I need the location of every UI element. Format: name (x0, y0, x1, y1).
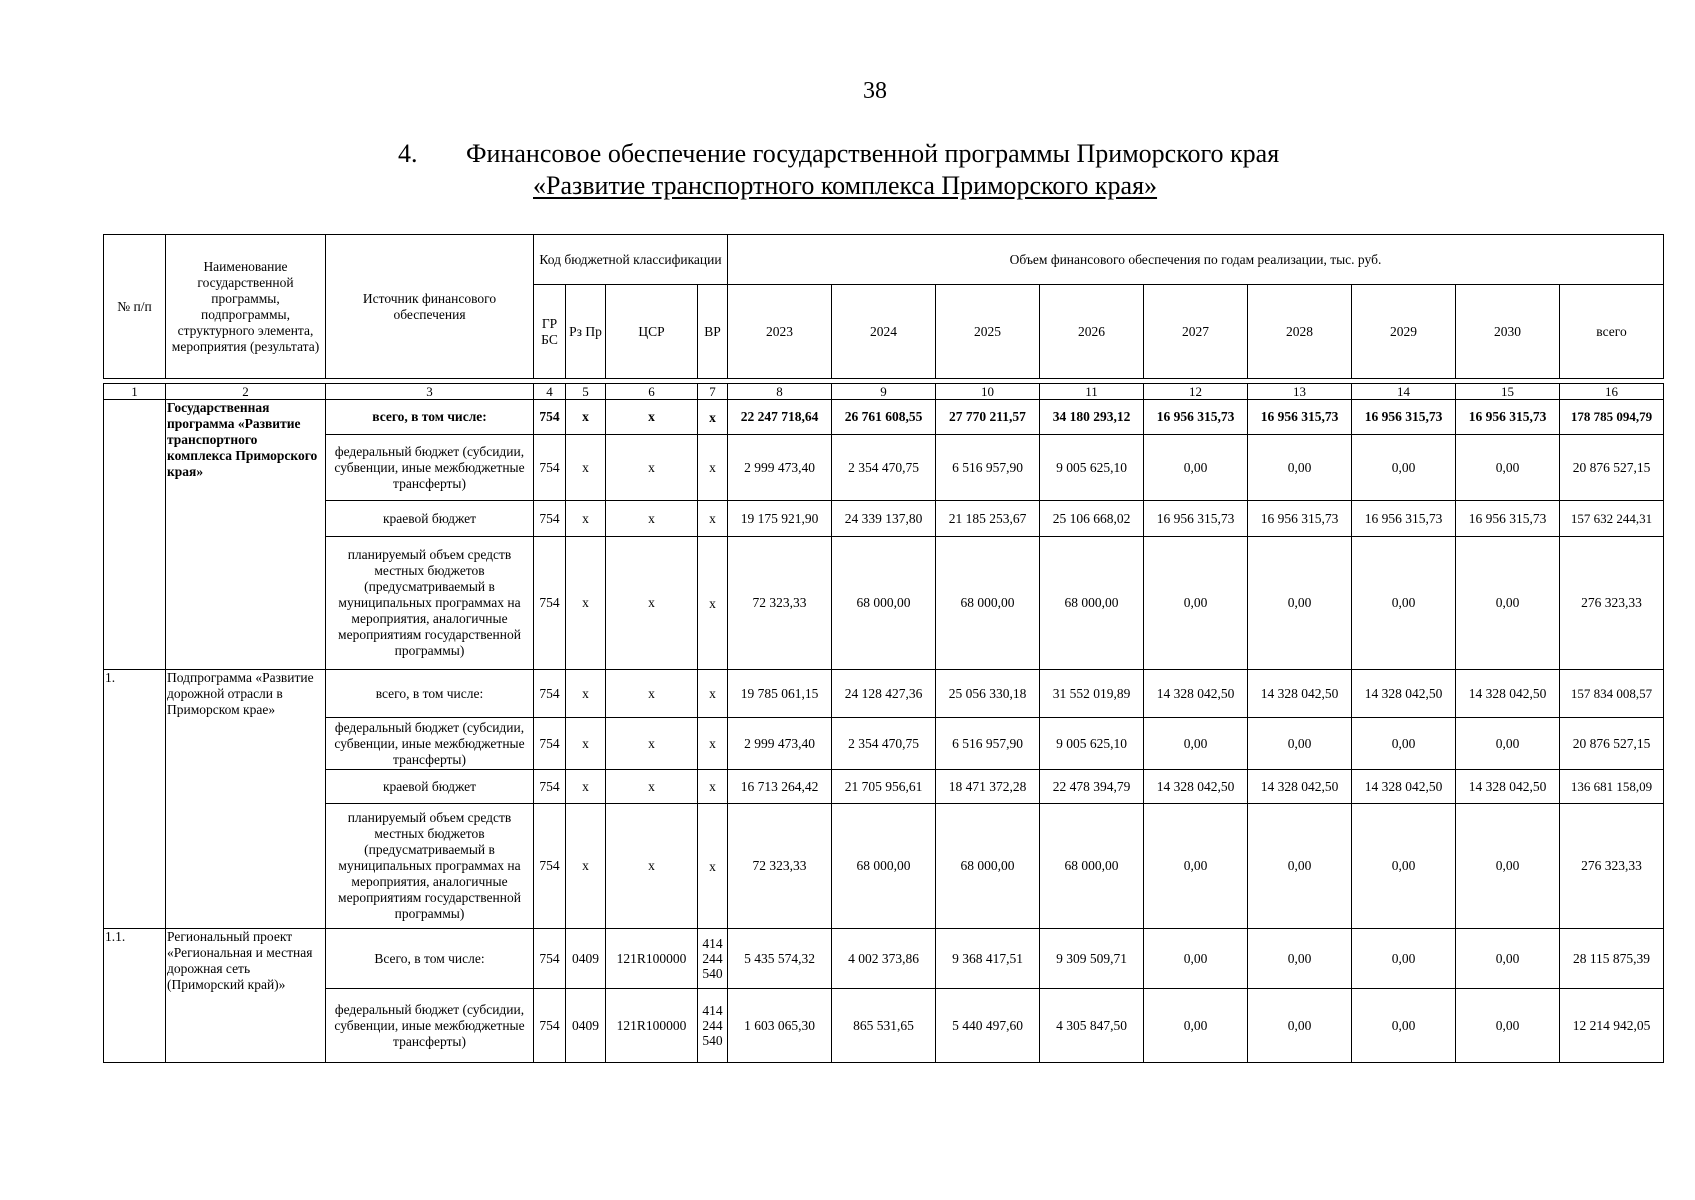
row-number (104, 400, 166, 670)
table-row (104, 501, 1664, 537)
code-csr: х (606, 804, 698, 929)
total-value: 136 681 158,09 (1560, 770, 1664, 804)
year-value: 4 002 373,86 (832, 929, 936, 989)
table-row (104, 400, 1664, 435)
total-value: 12 214 942,05 (1560, 989, 1664, 1063)
header-year: 2030 (1456, 285, 1560, 379)
section-number: 4. (398, 139, 418, 168)
funding-source: федеральный бюджет (субсидии, субвенции, иные межбюджетные трансферты) (326, 718, 534, 770)
column-number: 15 (1456, 384, 1560, 400)
funding-source: всего, в том числе: (326, 400, 534, 435)
year-value: 865 531,65 (832, 989, 936, 1063)
year-value: 27 770 211,57 (936, 400, 1040, 435)
year-value: 18 471 372,28 (936, 770, 1040, 804)
year-value: 72 323,33 (728, 537, 832, 670)
funding-source: планируемый объем средств местных бюджетов (предусматриваемый в муниципальных программах на мероприятия, аналогичные мероприятиям государственной программы) (326, 804, 534, 929)
year-value: 22 478 394,79 (1040, 770, 1144, 804)
year-value: 14 328 042,50 (1144, 770, 1248, 804)
year-value: 26 761 608,55 (832, 400, 936, 435)
code-rzpr: х (566, 537, 606, 670)
table-row (104, 989, 1664, 1063)
code-vr: х (698, 718, 728, 770)
year-value: 68 000,00 (936, 804, 1040, 929)
header-volume: Объем финансового обеспечения по годам реализации, тыс. руб. (728, 235, 1664, 285)
year-value: 0,00 (1144, 537, 1248, 670)
year-value: 2 354 470,75 (832, 435, 936, 501)
year-value: 0,00 (1248, 435, 1352, 501)
column-number: 14 (1352, 384, 1456, 400)
year-value: 68 000,00 (832, 804, 936, 929)
column-number: 7 (698, 384, 728, 400)
year-value: 25 056 330,18 (936, 670, 1040, 718)
code-csr: х (606, 718, 698, 770)
column-number: 1 (104, 384, 166, 400)
funding-source: планируемый объем средств местных бюджетов (предусматриваемый в муниципальных программах на мероприятия, аналогичные мероприятиям государственной программы) (326, 537, 534, 670)
year-value: 0,00 (1352, 435, 1456, 501)
year-value: 14 328 042,50 (1248, 770, 1352, 804)
year-value: 4 305 847,50 (1040, 989, 1144, 1063)
header-year: 2026 (1040, 285, 1144, 379)
code-vr: х (698, 804, 728, 929)
funding-source: краевой бюджет (326, 501, 534, 537)
code-rzpr: 0409 (566, 989, 606, 1063)
year-value: 9 368 417,51 (936, 929, 1040, 989)
year-value: 0,00 (1352, 718, 1456, 770)
year-value: 16 956 315,73 (1456, 501, 1560, 537)
column-number: 8 (728, 384, 832, 400)
table-row (104, 718, 1664, 770)
column-number: 3 (326, 384, 534, 400)
code-csr: 121R100000 (606, 989, 698, 1063)
year-value: 25 106 668,02 (1040, 501, 1144, 537)
year-value: 0,00 (1144, 435, 1248, 501)
code-rzpr: х (566, 670, 606, 718)
year-value: 0,00 (1352, 804, 1456, 929)
item-name: Государственная программа «Развитие транспортного комплекса Приморского края» (166, 400, 326, 670)
year-value: 21 185 253,67 (936, 501, 1040, 537)
year-value: 14 328 042,50 (1248, 670, 1352, 718)
year-value: 0,00 (1456, 537, 1560, 670)
year-value: 16 956 315,73 (1248, 501, 1352, 537)
table-row (104, 670, 1664, 718)
year-value: 0,00 (1248, 929, 1352, 989)
year-value: 14 328 042,50 (1456, 670, 1560, 718)
code-csr: х (606, 435, 698, 501)
code-grbs: 754 (534, 770, 566, 804)
year-value: 9 005 625,10 (1040, 718, 1144, 770)
code-rzpr: х (566, 718, 606, 770)
year-value: 5 435 574,32 (728, 929, 832, 989)
table-row (104, 537, 1664, 670)
column-number: 9 (832, 384, 936, 400)
column-number: 4 (534, 384, 566, 400)
code-rzpr: х (566, 400, 606, 435)
code-rzpr: х (566, 770, 606, 804)
code-rzpr: х (566, 501, 606, 537)
code-grbs: 754 (534, 804, 566, 929)
total-value: 20 876 527,15 (1560, 435, 1664, 501)
table-row (104, 770, 1664, 804)
year-value: 14 328 042,50 (1352, 670, 1456, 718)
year-value: 16 956 315,73 (1352, 400, 1456, 435)
total-value: 157 632 244,31 (1560, 501, 1664, 537)
year-value: 16 956 315,73 (1352, 501, 1456, 537)
year-value: 0,00 (1352, 989, 1456, 1063)
year-value: 16 956 315,73 (1144, 501, 1248, 537)
year-value: 0,00 (1456, 989, 1560, 1063)
financing-table (103, 234, 1664, 1063)
year-value: 0,00 (1456, 718, 1560, 770)
column-number: 10 (936, 384, 1040, 400)
header-year: 2024 (832, 285, 936, 379)
header-source: Источник финансового обеспечения (326, 235, 534, 379)
code-grbs: 754 (534, 435, 566, 501)
funding-source: федеральный бюджет (субсидии, субвенции, иные межбюджетные трансферты) (326, 435, 534, 501)
code-vr: х (698, 670, 728, 718)
code-grbs: 754 (534, 718, 566, 770)
year-value: 0,00 (1456, 929, 1560, 989)
year-value: 0,00 (1248, 989, 1352, 1063)
code-rzpr: х (566, 435, 606, 501)
year-value: 14 328 042,50 (1144, 670, 1248, 718)
table-row (104, 804, 1664, 929)
year-value: 16 956 315,73 (1248, 400, 1352, 435)
code-vr: х (698, 537, 728, 670)
code-grbs: 754 (534, 670, 566, 718)
header-year: 2029 (1352, 285, 1456, 379)
funding-source: Всего, в том числе: (326, 929, 534, 989)
year-value: 2 999 473,40 (728, 718, 832, 770)
total-value: 28 115 875,39 (1560, 929, 1664, 989)
year-value: 0,00 (1456, 804, 1560, 929)
header-num: № п/п (104, 235, 166, 379)
year-value: 16 956 315,73 (1456, 400, 1560, 435)
column-number: 5 (566, 384, 606, 400)
code-csr: х (606, 670, 698, 718)
year-value: 14 328 042,50 (1352, 770, 1456, 804)
year-value: 5 440 497,60 (936, 989, 1040, 1063)
year-value: 6 516 957,90 (936, 718, 1040, 770)
funding-source: краевой бюджет (326, 770, 534, 804)
year-value: 16 956 315,73 (1144, 400, 1248, 435)
code-csr: 121R100000 (606, 929, 698, 989)
header-rzpr: Рз Пр (566, 285, 606, 379)
year-value: 9 005 625,10 (1040, 435, 1144, 501)
code-csr: х (606, 770, 698, 804)
table-row (104, 929, 1664, 989)
item-name: Региональный проект «Региональная и местная дорожная сеть (Приморский край)» (166, 929, 326, 1063)
code-vr: х (698, 770, 728, 804)
code-rzpr: 0409 (566, 929, 606, 989)
column-number: 6 (606, 384, 698, 400)
column-number-row (104, 384, 1664, 400)
year-value: 0,00 (1248, 537, 1352, 670)
year-value: 68 000,00 (936, 537, 1040, 670)
year-value: 6 516 957,90 (936, 435, 1040, 501)
code-rzpr: х (566, 804, 606, 929)
total-value: 276 323,33 (1560, 804, 1664, 929)
code-vr: х (698, 400, 728, 435)
column-number: 12 (1144, 384, 1248, 400)
year-value: 0,00 (1248, 718, 1352, 770)
year-value: 31 552 019,89 (1040, 670, 1144, 718)
year-value: 24 339 137,80 (832, 501, 936, 537)
section-title-line2: «Развитие транспортного комплекса Приморского края» (533, 171, 1158, 200)
year-value: 0,00 (1352, 537, 1456, 670)
total-value: 20 876 527,15 (1560, 718, 1664, 770)
year-value: 0,00 (1144, 718, 1248, 770)
year-value: 22 247 718,64 (728, 400, 832, 435)
code-csr: х (606, 501, 698, 537)
header-name: Наименование государственной программы, подпрограммы, структурного элемента, мероприятия (результата) (166, 235, 326, 379)
code-vr: 414 244 540 (698, 929, 728, 989)
column-number: 16 (1560, 384, 1664, 400)
funding-source: всего, в том числе: (326, 670, 534, 718)
year-value: 9 309 509,71 (1040, 929, 1144, 989)
section-title-line1: Финансовое обеспечение государственной программы Приморского края (466, 139, 1280, 168)
header-vr: ВР (698, 285, 728, 379)
header-year: 2027 (1144, 285, 1248, 379)
year-value: 21 705 956,61 (832, 770, 936, 804)
year-value: 0,00 (1144, 804, 1248, 929)
column-number: 11 (1040, 384, 1144, 400)
code-grbs: 754 (534, 929, 566, 989)
table-row (104, 435, 1664, 501)
page-number: 38 (863, 78, 887, 104)
row-number: 1.1. (104, 929, 166, 1063)
column-number: 13 (1248, 384, 1352, 400)
item-name: Подпрограмма «Развитие дорожной отрасли в Приморском крае» (166, 670, 326, 929)
header-grbs: ГР БС (534, 285, 566, 379)
header-csr: ЦСР (606, 285, 698, 379)
header-year: 2023 (728, 285, 832, 379)
code-csr: х (606, 537, 698, 670)
year-value: 68 000,00 (832, 537, 936, 670)
year-value: 19 175 921,90 (728, 501, 832, 537)
funding-source: федеральный бюджет (субсидии, субвенции, иные межбюджетные трансферты) (326, 989, 534, 1063)
year-value: 2 354 470,75 (832, 718, 936, 770)
code-vr: 414 244 540 (698, 989, 728, 1063)
code-vr: х (698, 501, 728, 537)
year-value: 34 180 293,12 (1040, 400, 1144, 435)
code-grbs: 754 (534, 400, 566, 435)
year-value: 2 999 473,40 (728, 435, 832, 501)
total-value: 178 785 094,79 (1560, 400, 1664, 435)
year-value: 68 000,00 (1040, 804, 1144, 929)
year-value: 14 328 042,50 (1456, 770, 1560, 804)
header-year: 2025 (936, 285, 1040, 379)
code-grbs: 754 (534, 501, 566, 537)
header-year: 2028 (1248, 285, 1352, 379)
code-grbs: 754 (534, 989, 566, 1063)
year-value: 0,00 (1144, 989, 1248, 1063)
total-value: 157 834 008,57 (1560, 670, 1664, 718)
year-value: 0,00 (1248, 804, 1352, 929)
year-value: 68 000,00 (1040, 537, 1144, 670)
row-number: 1. (104, 670, 166, 929)
total-value: 276 323,33 (1560, 537, 1664, 670)
header-budget-classification: Код бюджетной классификации (534, 235, 728, 285)
header-total: всего (1560, 285, 1664, 379)
year-value: 1 603 065,30 (728, 989, 832, 1063)
column-number: 2 (166, 384, 326, 400)
year-value: 0,00 (1144, 929, 1248, 989)
year-value: 0,00 (1456, 435, 1560, 501)
code-vr: х (698, 435, 728, 501)
year-value: 24 128 427,36 (832, 670, 936, 718)
code-csr: х (606, 400, 698, 435)
code-grbs: 754 (534, 537, 566, 670)
year-value: 19 785 061,15 (728, 670, 832, 718)
year-value: 0,00 (1352, 929, 1456, 989)
year-value: 16 713 264,42 (728, 770, 832, 804)
year-value: 72 323,33 (728, 804, 832, 929)
